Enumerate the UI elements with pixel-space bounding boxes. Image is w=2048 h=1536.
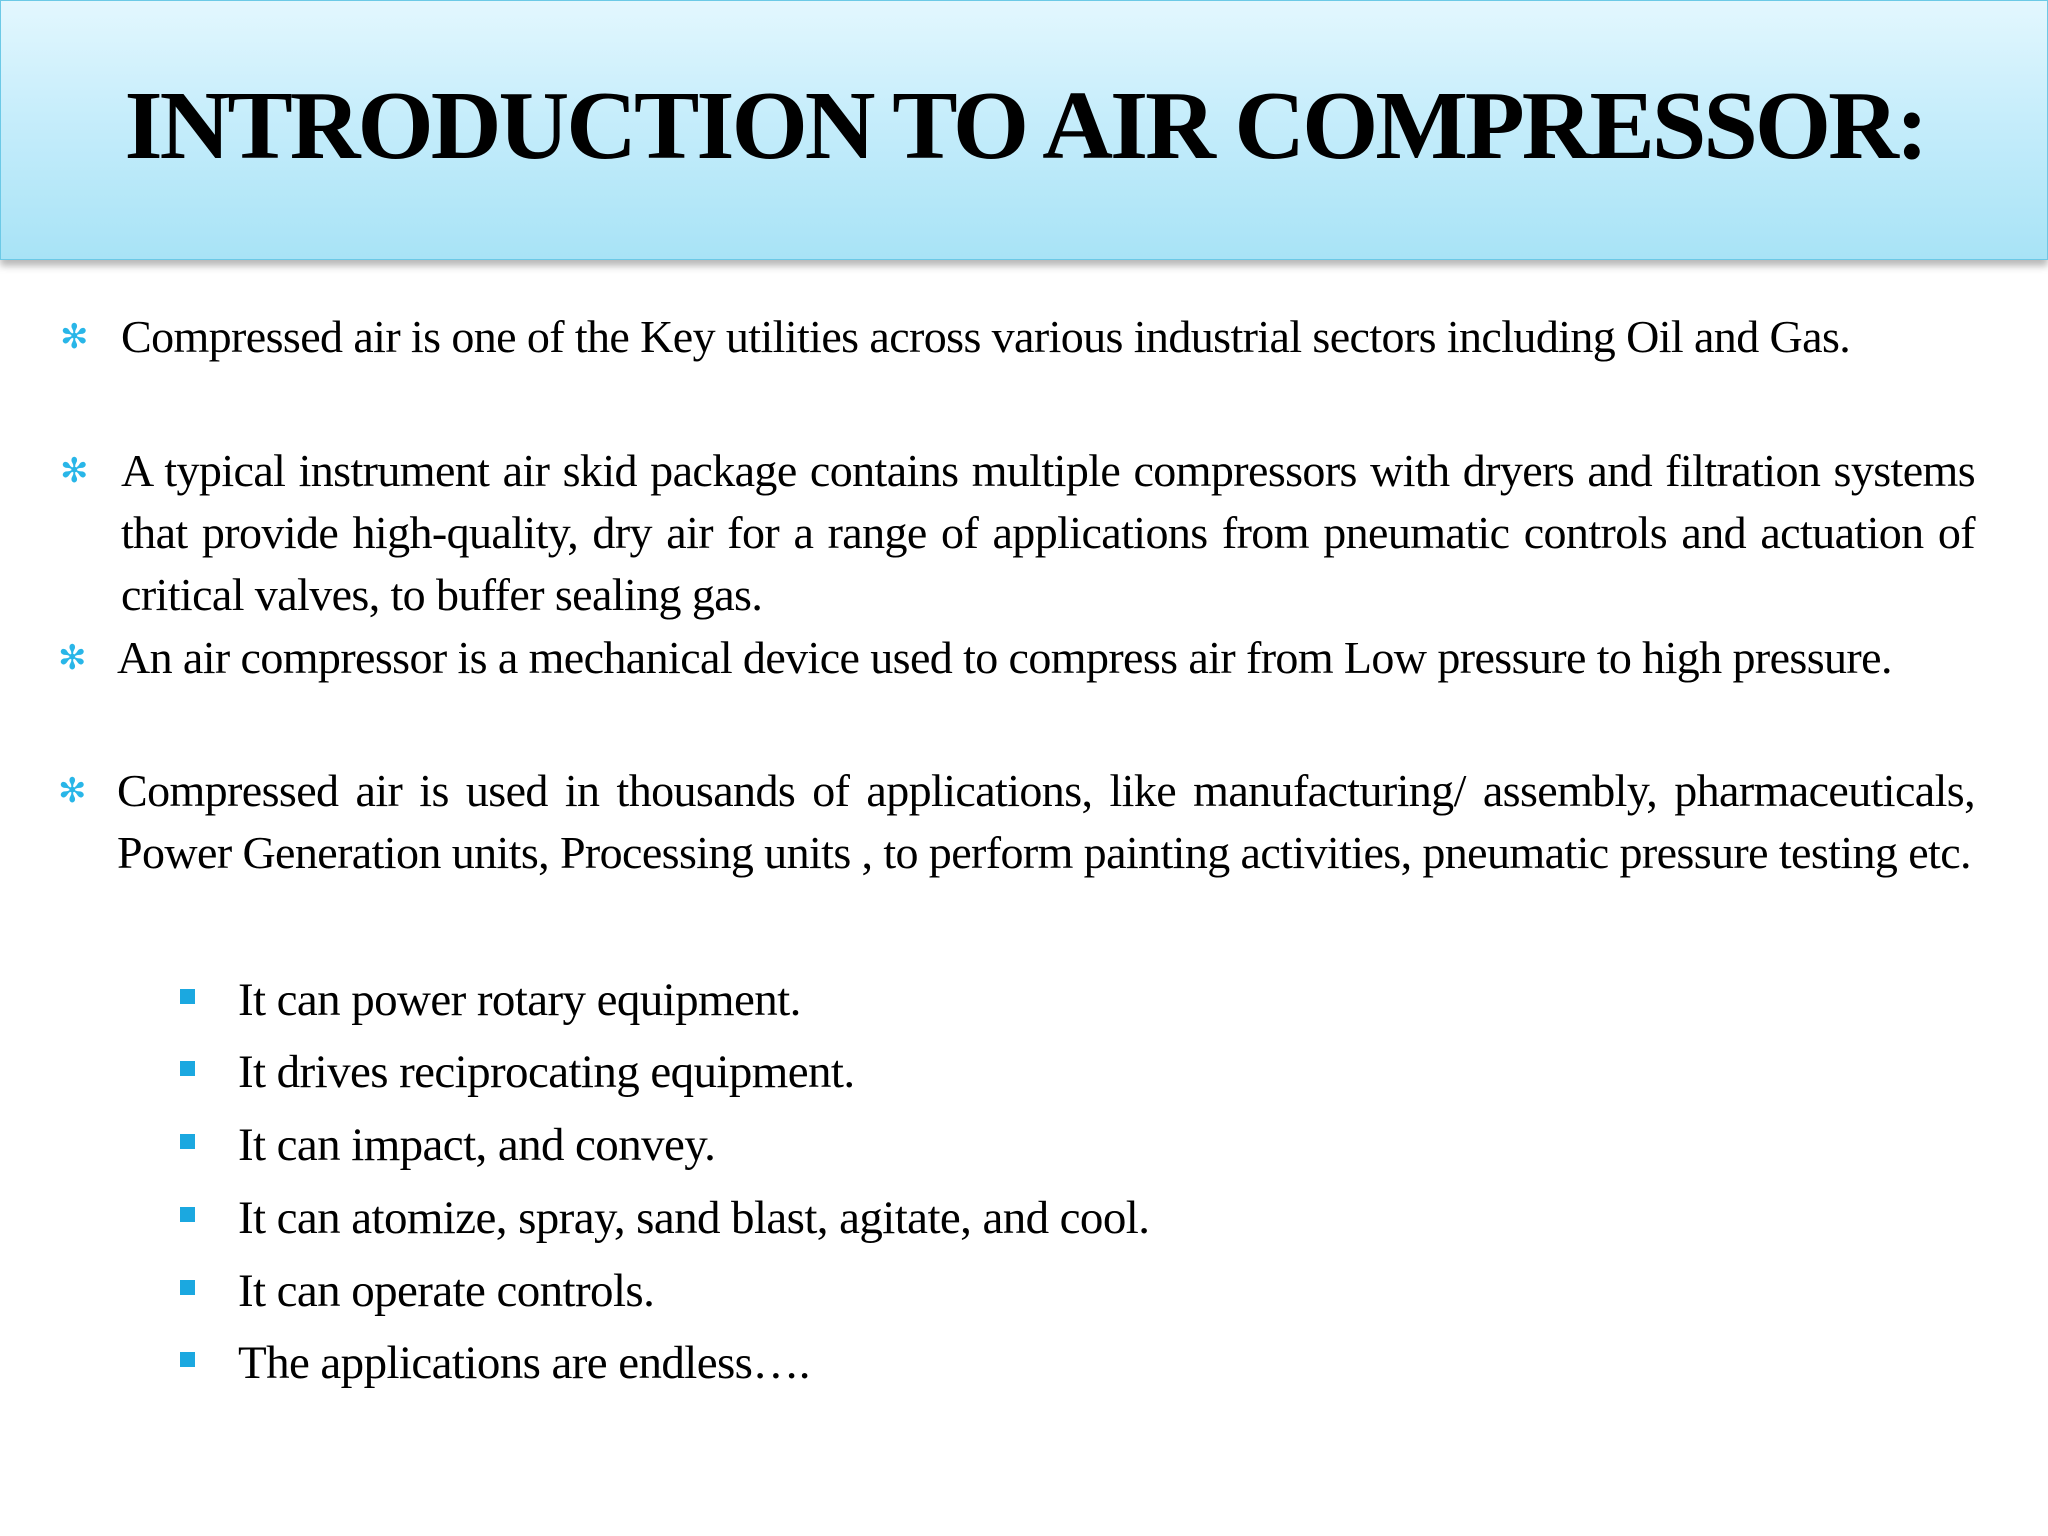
asterisk-icon: ✻ bbox=[58, 638, 87, 678]
square-icon bbox=[180, 1352, 195, 1367]
sub-bullet-item: It drives reciprocating equipment. bbox=[238, 1046, 855, 1098]
sub-bullet-item: It can operate controls. bbox=[238, 1265, 655, 1317]
slide-title: INTRODUCTION TO AIR COMPRESSOR: bbox=[124, 72, 1926, 180]
bullet-item: A typical instrument air skid package contains multiple compressors with dryers and filtration systems that provide high-quality, dry air for a range of applications from pneumatic controls and actuation of critical valves, to buffer sealing gas. bbox=[121, 445, 1975, 620]
asterisk-icon: ✻ bbox=[60, 451, 89, 491]
asterisk-icon: ✻ bbox=[60, 317, 89, 357]
square-icon bbox=[180, 1280, 195, 1295]
bullet-item: Compressed air is used in thousands of applications, like manufacturing/ assembly, pharmaceuticals, Power Generation units, Processing units , to perform painting activities, pneumatic pressure testing etc. bbox=[117, 765, 1975, 878]
bullet-item: An air compressor is a mechanical device used to compress air from Low pressure to high pressure. bbox=[117, 632, 1892, 683]
sub-bullet-item: It can power rotary equipment. bbox=[238, 974, 801, 1026]
square-icon bbox=[180, 989, 195, 1004]
bullet-item: Compressed air is one of the Key utilities across various industrial sectors including Oil and Gas. bbox=[121, 311, 1851, 362]
square-icon bbox=[180, 1061, 195, 1076]
square-icon bbox=[180, 1207, 195, 1222]
sub-bullet-item: The applications are endless…. bbox=[238, 1337, 810, 1389]
asterisk-icon: ✻ bbox=[58, 771, 87, 811]
sub-bullet-item: It can atomize, spray, sand blast, agitate, and cool. bbox=[238, 1192, 1150, 1244]
square-icon bbox=[180, 1134, 195, 1149]
sub-bullet-item: It can impact, and convey. bbox=[238, 1119, 716, 1171]
